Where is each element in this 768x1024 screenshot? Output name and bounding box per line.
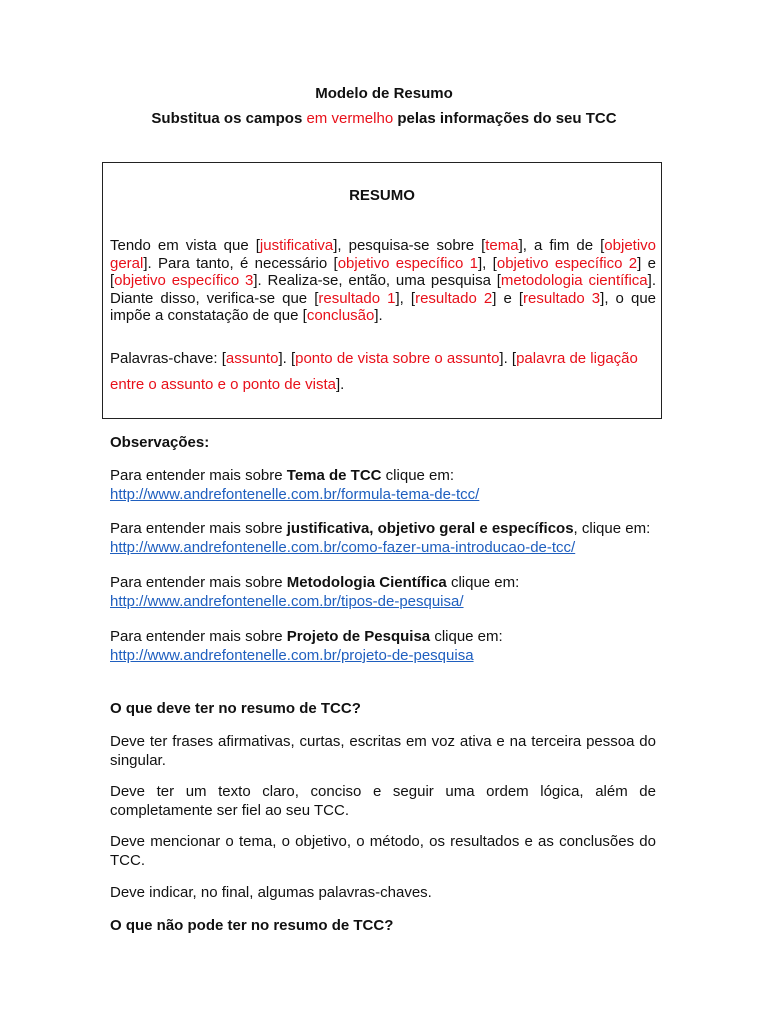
observacao-topic: Tema de TCC xyxy=(286,467,382,484)
placeholder-field: objetivo geral xyxy=(110,237,656,272)
placeholder-field: palavra de ligação entre o assunto e o ponto de vista xyxy=(110,350,638,393)
deve-ter-heading: O que deve ter no resumo de TCC? xyxy=(110,700,361,717)
subtitle-text-end: pelas informações do seu TCC xyxy=(393,110,617,127)
document-title: Modelo de Resumo xyxy=(315,85,453,102)
template-text: ], [ xyxy=(478,254,497,272)
placeholder-field: assunto xyxy=(225,350,279,367)
template-text: ], [ xyxy=(395,289,416,307)
deve-ter-paragraph: Deve mencionar o tema, o objetivo, o método, os resultados e as conclusões do TCC. xyxy=(110,833,656,869)
template-text: ]. Para tanto, é necessário [ xyxy=(143,254,338,272)
observacao-suffix: , clique em: xyxy=(573,520,651,537)
observacao-prefix: Para entender mais sobre xyxy=(110,628,287,645)
subtitle-highlight: em vermelho xyxy=(306,110,394,127)
observacao-link[interactable]: http://www.andrefontenelle.com.br/como-fazer-uma-introducao-de-tcc/ xyxy=(110,539,576,556)
placeholder-field: tema xyxy=(485,237,519,254)
observacao-topic: Projeto de Pesquisa xyxy=(286,628,431,645)
template-text: ], a fim de [ xyxy=(518,237,605,254)
template-text: Palavras-chave: [ xyxy=(110,350,226,367)
observacoes-heading: Observações: xyxy=(110,434,210,451)
template-text: ] e [ xyxy=(492,289,524,307)
observacao-link[interactable]: http://www.andrefontenelle.com.br/tipos-de-pesquisa/ xyxy=(110,593,464,610)
deve-ter-paragraph: Deve ter um texto claro, conciso e seguir uma ordem lógica, além de completamente ser fiel ao seu TCC. xyxy=(110,783,656,819)
template-text: ], pesquisa-se sobre [ xyxy=(333,237,486,254)
placeholder-field: objetivo específico 3 xyxy=(114,272,254,289)
placeholder-field: justificativa xyxy=(259,237,334,254)
resumo-body xyxy=(110,237,656,325)
observacao-link[interactable]: http://www.andrefontenelle.com.br/formula-tema-de-tcc/ xyxy=(110,486,480,503)
nao-pode-ter-heading: O que não pode ter no resumo de TCC? xyxy=(110,917,394,934)
observacao-suffix: clique em: xyxy=(430,628,503,645)
deve-ter-paragraph: Deve indicar, no final, algumas palavras-chaves. xyxy=(110,884,432,901)
document-subtitle xyxy=(0,110,768,127)
observacao-suffix: clique em: xyxy=(381,467,455,484)
deve-ter-paragraph: Deve ter frases afirmativas, curtas, escritas em voz ativa e na terceira pessoa do singular. xyxy=(110,733,656,769)
observacao-suffix: clique em: xyxy=(446,574,520,591)
template-text: ]. xyxy=(374,307,383,324)
subtitle-text-start: Substitua os campos xyxy=(151,110,307,127)
placeholder-field: resultado 2 xyxy=(415,289,493,307)
observacao-topic: Metodologia Científica xyxy=(286,574,447,591)
template-text: ], o que impõe a constatação de que [ xyxy=(110,289,657,324)
observacao-prefix: Para entender mais sobre xyxy=(110,467,287,484)
observacao-prefix: Para entender mais sobre xyxy=(110,574,287,591)
resumo-keywords xyxy=(110,346,656,398)
template-text: Tendo em vista que [ xyxy=(110,237,260,254)
observacao-item xyxy=(110,573,656,611)
observacao-item xyxy=(110,466,656,504)
placeholder-field: objetivo específico 1 xyxy=(337,254,478,272)
placeholder-field: objetivo específico 2 xyxy=(496,254,638,272)
placeholder-field: resultado 3 xyxy=(523,289,601,307)
template-text: ]. Realiza-se, então, uma pesquisa [ xyxy=(253,272,501,289)
template-text: ]. [ xyxy=(499,350,517,367)
placeholder-field: conclusão xyxy=(306,307,375,324)
template-text: ]. Diante disso, verifica-se que [ xyxy=(110,272,656,307)
template-text: ]. xyxy=(336,376,345,393)
observacao-item xyxy=(110,519,656,557)
observacao-prefix: Para entender mais sobre xyxy=(110,520,287,537)
placeholder-field: resultado 1 xyxy=(318,289,396,307)
observacao-link[interactable]: http://www.andrefontenelle.com.br/projeto-de-pesquisa xyxy=(110,647,474,664)
observacao-item xyxy=(110,627,656,665)
resumo-heading: RESUMO xyxy=(349,187,415,204)
observacao-topic: justificativa, objetivo geral e específicos xyxy=(286,520,574,537)
template-text: ]. [ xyxy=(278,350,296,367)
template-text: ] e [ xyxy=(110,254,656,289)
placeholder-field: metodologia científica xyxy=(500,272,648,289)
placeholder-field: ponto de vista sobre o assunto xyxy=(295,350,500,367)
